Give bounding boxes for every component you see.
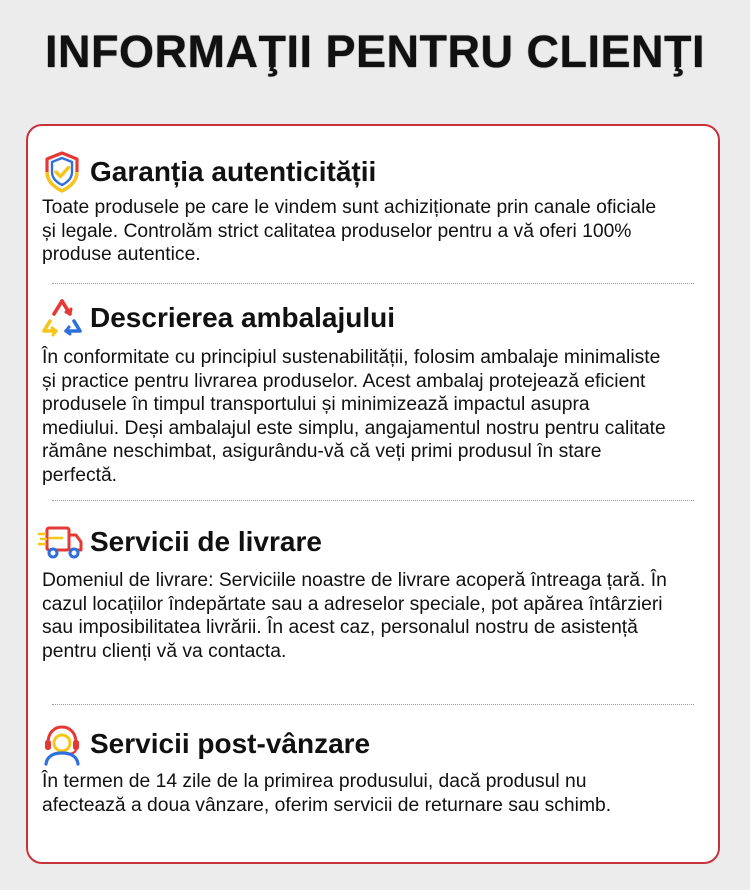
divider bbox=[52, 500, 694, 501]
section-header bbox=[40, 722, 672, 766]
section-packaging bbox=[40, 296, 672, 488]
section-title: Servicii post-vânzare bbox=[90, 728, 371, 759]
section-delivery bbox=[40, 520, 672, 663]
shield-check-icon bbox=[40, 150, 84, 194]
section-body: Domeniul de livrare: Serviciile noastre de livrare acoperă întreaga țară. În cazul locațiilor îndepărtate sau a adreselor speciale, pot apărea întârzieri sau imposibilitatea livrării. În acest caz, personalul nostru de asistență pentru clienți vă va contacta. bbox=[42, 570, 667, 662]
section-header bbox=[40, 296, 672, 340]
section-authenticity bbox=[40, 150, 672, 267]
section-body: Toate produsele pe care le vindem sunt achiziționate prin canale oficiale și legale. Controlăm strict calitatea produselor pentru a vă oferi 100% produse autentice. bbox=[42, 197, 657, 266]
section-header bbox=[40, 150, 672, 194]
divider bbox=[52, 704, 694, 705]
page-title: INFORMAŢII PENTRU CLIENŢI bbox=[45, 26, 705, 77]
recycle-icon bbox=[40, 296, 84, 340]
section-title: Servicii de livrare bbox=[90, 526, 322, 557]
section-body: În conformitate cu principiul sustenabilității, folosim ambalaje minimaliste și practice pentru livrarea produselor. Acest ambalaj protejează eficient produsele în timpul transportului și minimizează impactul asupra mediului. Deși ambalajul este simplu, angajamentul nostru pentru calitate rămâne neschimbat, asigurându-vă că veți primi produsul în stare perfectă. bbox=[42, 347, 666, 486]
section-header bbox=[40, 520, 672, 564]
divider bbox=[52, 283, 694, 284]
section-after-sales bbox=[40, 722, 672, 817]
section-title: Garanția autenticității bbox=[90, 156, 377, 187]
delivery-truck-icon bbox=[34, 520, 86, 564]
section-title: Descrierea ambalajului bbox=[90, 302, 396, 333]
section-body: În termen de 14 zile de la primirea produsului, dacă produsul nu afectează a doua vânzare, oferim servicii de returnare sau schimb. bbox=[42, 771, 612, 816]
customer-support-icon bbox=[40, 722, 84, 766]
